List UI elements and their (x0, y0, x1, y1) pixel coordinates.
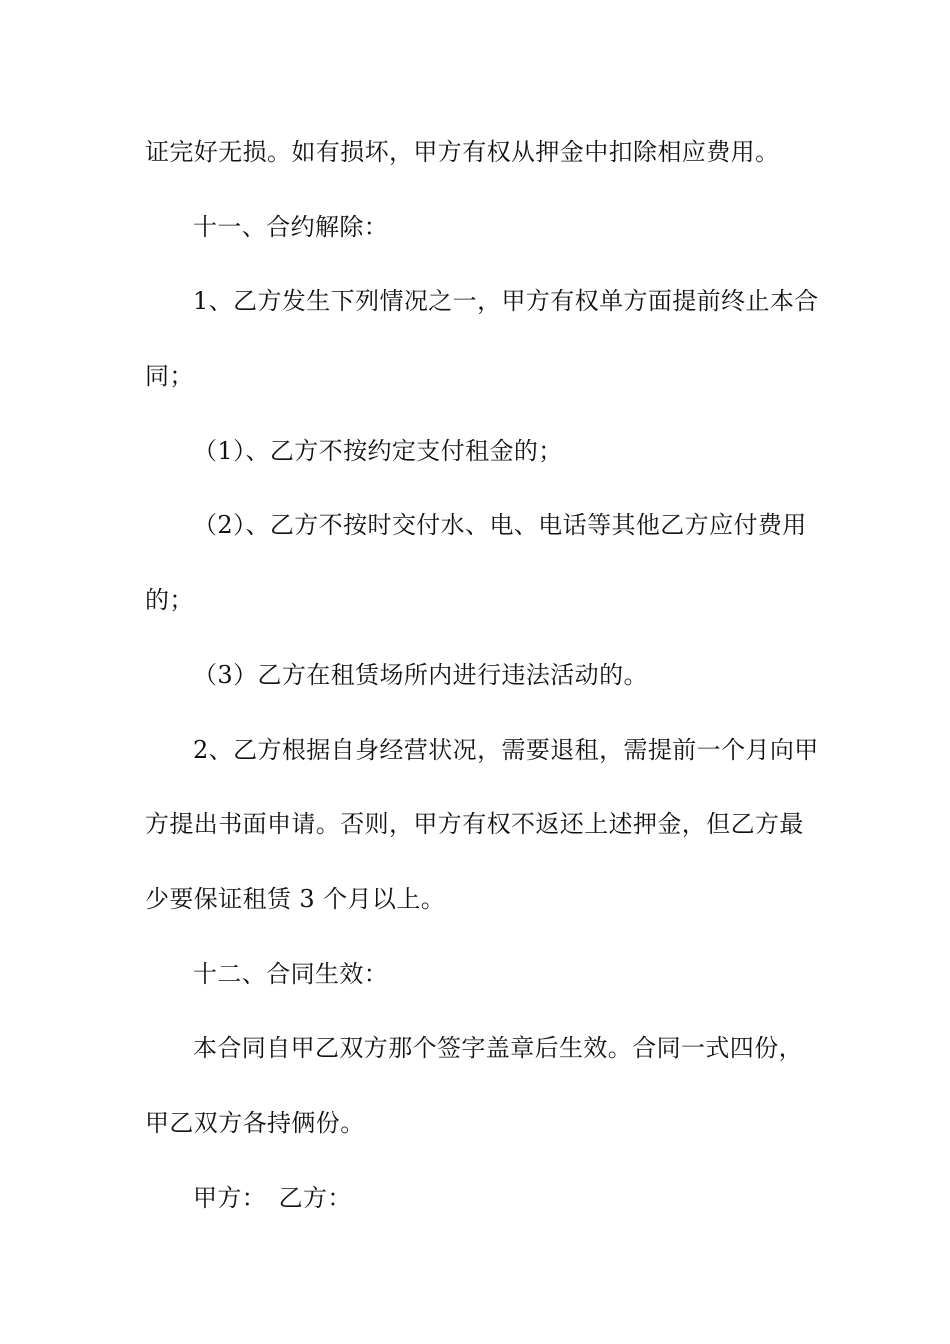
paragraph-line: 方提出书面申请。否则，甲方有权不返还上述押金，但乙方最 (145, 810, 804, 838)
paragraph-line: 证完好无损。如有损坏，甲方有权从押金中扣除相应费用。 (145, 138, 780, 166)
section-heading: 十二、合同生效： (193, 960, 389, 988)
list-item: （1）、乙方不按约定支付租金的； (193, 437, 563, 465)
paragraph-line: 1、乙方发生下列情况之一，甲方有权单方面提前终止本合 (193, 287, 819, 315)
paragraph-line: 本合同自甲乙双方那个签字盖章后生效。合同一式四份， (193, 1034, 803, 1062)
list-item: （3）乙方在租赁场所内进行违法活动的。 (193, 661, 648, 689)
list-item: （2）、乙方不按时交付水、电、电话等其他乙方应付费用 (193, 511, 807, 539)
section-heading: 十一、合约解除： (193, 213, 389, 241)
paragraph-line: 同； (145, 362, 194, 390)
signature-line: 甲方： 乙方： (193, 1184, 352, 1212)
paragraph-line: 2、乙方根据自身经营状况，需要退租，需提前一个月向甲 (193, 736, 819, 764)
paragraph-line: 甲乙双方各持俩份。 (145, 1109, 365, 1137)
paragraph-line: 的； (145, 586, 194, 614)
paragraph-line: 少要保证租赁 3 个月以上。 (145, 885, 446, 913)
